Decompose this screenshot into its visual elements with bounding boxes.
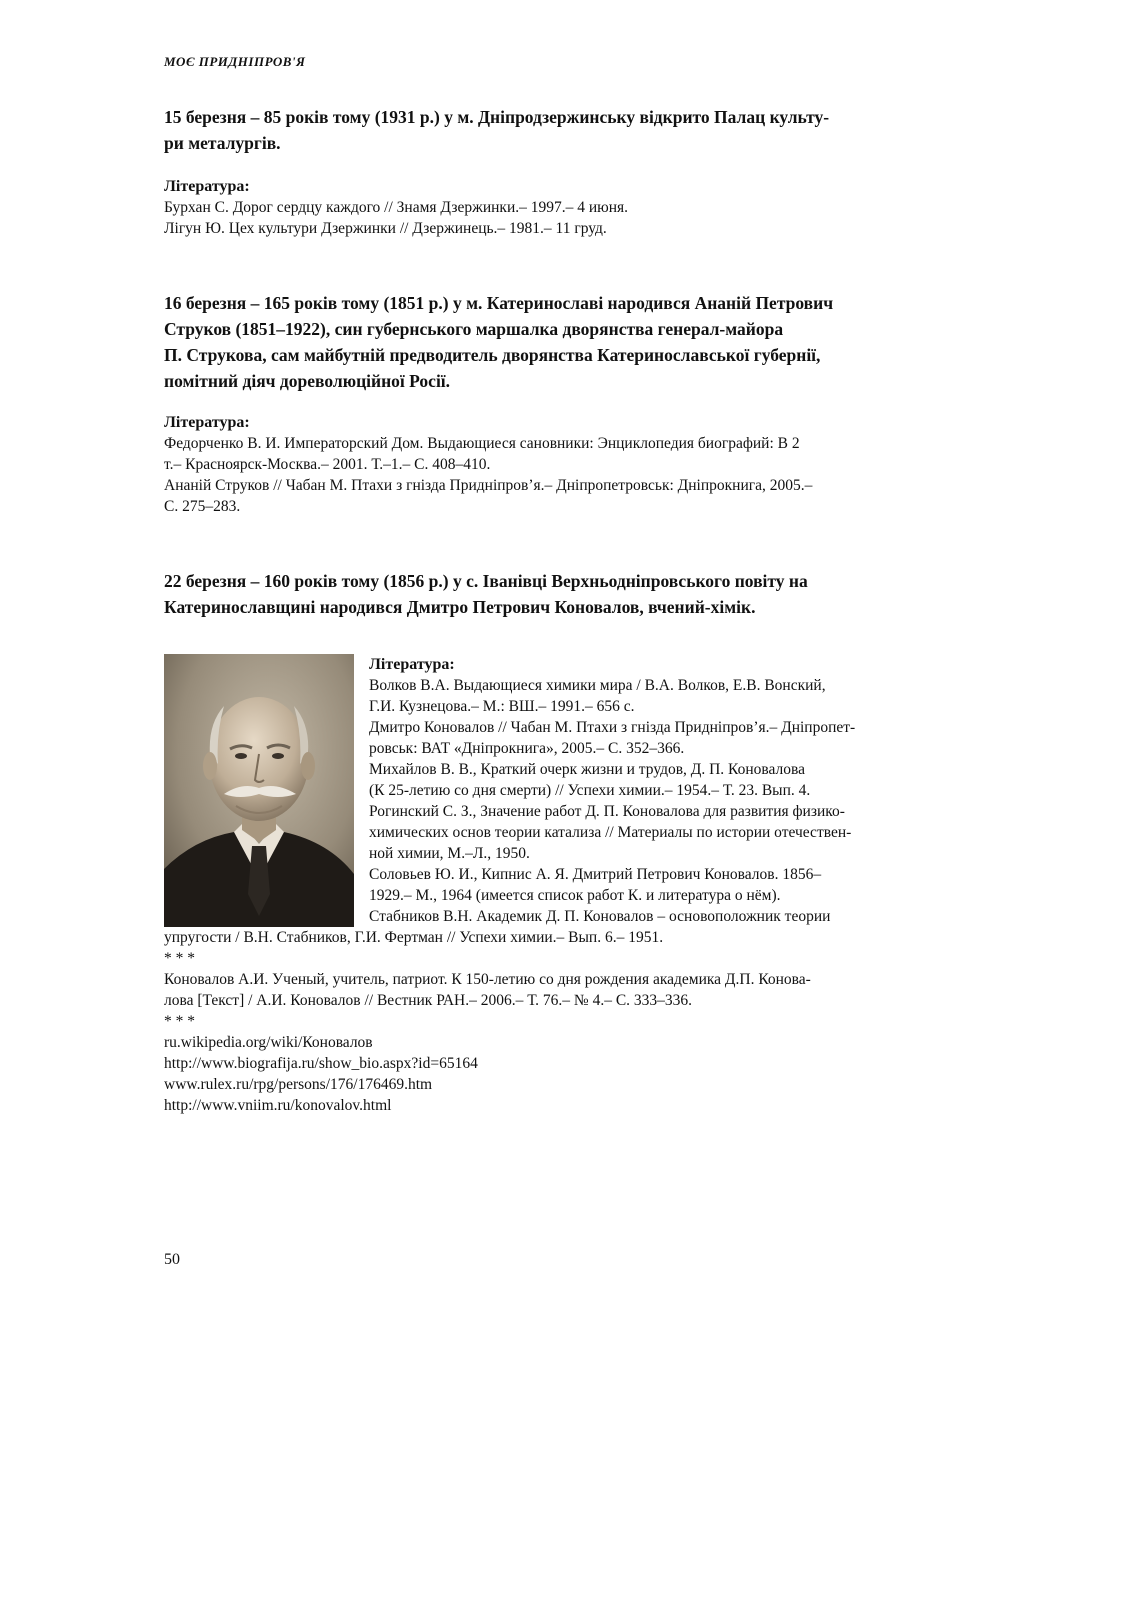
title-line: 22 березня – 160 років тому (1856 р.) у с. Іванівці Верхньодніпровського повіту на (164, 571, 808, 591)
title-line: Катеринославщині народився Дмитро Петрович Коновалов, вчений-хімік. (164, 597, 756, 617)
reference-line: Ананій Струков // Чабан М. Птахи з гнізда Придніпров’я.– Дніпропетровськ: Дніпрокнига, 2005.– (164, 477, 813, 494)
web-link: ru.wikipedia.org/wiki/Коновалов (164, 1034, 373, 1051)
entry-title-march-16 (164, 290, 981, 394)
separator-stars: * * * (164, 1013, 195, 1030)
reference-item (164, 969, 981, 1011)
reference-item (369, 675, 981, 717)
reference-line: лова [Текст] / А.И. Коновалов // Вестник РАН.– 2006.– Т. 76.– № 4.– С. 333–336. (164, 992, 693, 1009)
reference-line: Соловьев Ю. И., Кипнис А. Я. Дмитрий Петрович Коновалов. 1856– (369, 866, 822, 883)
reference-item (164, 218, 981, 239)
reference-line: Михайлов В. В., Краткий очерк жизни и трудов, Д. П. Коновалова (369, 761, 806, 778)
reference-line: ровськ: ВАТ «Дніпрокнига», 2005.– С. 352–366. (369, 740, 685, 757)
reference-line: Волков В.А. Выдающиеся химики мира / В.А. Волков, Е.В. Вонский, (369, 677, 826, 694)
entry-title-march-22 (164, 568, 981, 620)
reference-line: т.– Красноярск-Москва.– 2001. Т.–1.– С. 408–410. (164, 456, 491, 473)
literature-heading: Література: (164, 178, 250, 195)
running-head: МОЄ ПРИДНІПРОВ'Я (164, 54, 306, 69)
reference-item (369, 906, 981, 927)
reference-line: Рогинский С. З., Значение работ Д. П. Коновалова для развития физико- (369, 803, 845, 820)
reference-line: (К 25-летию со дня смерти) // Успехи химии.– 1954.– Т. 23. Вып. 4. (369, 782, 811, 799)
web-link: http://www.vniim.ru/konovalov.html (164, 1097, 392, 1114)
title-line: 15 березня – 85 років тому (1931 р.) у м. Дніпродзержинську відкрито Палац культу- (164, 107, 830, 127)
literature-heading: Література: (164, 414, 250, 431)
reference-line: Бурхан С. Дорог сердцу каждого // Знамя Дзержинки.– 1997.– 4 июня. (164, 199, 629, 216)
title-line: помітний діяч дореволюційної Росії. (164, 371, 451, 391)
title-line: П. Струкова, сам майбутній предводитель дворянства Катеринославської губернії, (164, 345, 821, 365)
reference-line: 1929.– М., 1964 (имеется список работ К. и литература о нём). (369, 887, 781, 904)
reference-line: Стабников В.Н. Академик Д. П. Коновалов – основоположник теории (369, 908, 831, 925)
title-line: ри металургів. (164, 133, 281, 153)
reference-line: ной химии, М.–Л., 1950. (369, 845, 530, 862)
reference-item (369, 759, 981, 801)
reference-line: Г.И. Кузнецова.– М.: ВШ.– 1991.– 656 с. (369, 698, 635, 715)
title-line: Струков (1851–1922), син губернського маршалка дворянства генерал-майора (164, 319, 784, 339)
reference-line: Дмитро Коновалов // Чабан М. Птахи з гнізда Придніпров’я.– Дніпропет- (369, 719, 856, 736)
reference-line: упругости / В.Н. Стабников, Г.И. Фертман // Успехи химии.– Вып. 6.– 1951. (164, 929, 664, 946)
reference-item (164, 475, 981, 517)
entry-title-march-15 (164, 104, 981, 156)
reference-line: Федорченко В. И. Императорский Дом. Выдающиеся сановники: Энциклопедия биографий: В 2 (164, 435, 800, 452)
literature-heading: Література: (369, 656, 455, 673)
web-link: www.rulex.ru/rpg/persons/176/176469.htm (164, 1076, 433, 1093)
title-line: 16 березня – 165 років тому (1851 р.) у м. Катеринославі народився Ананій Петрович (164, 293, 834, 313)
portrait-photo (164, 654, 354, 927)
page-number: 50 (164, 1251, 180, 1268)
reference-line: химических основ теории катализа // Материалы по истории отечествен- (369, 824, 852, 841)
web-link: http://www.biografija.ru/show_bio.aspx?id=65164 (164, 1055, 478, 1072)
separator-stars: * * * (164, 950, 195, 967)
reference-line: Лігун Ю. Цех культури Дзержинки // Дзержинець.– 1981.– 11 груд. (164, 220, 607, 237)
reference-item (164, 433, 981, 475)
reference-item (369, 717, 981, 759)
reference-line: Коновалов А.И. Ученый, учитель, патриот. К 150-летию со дня рождения академика Д.П. Конова- (164, 971, 811, 988)
portrait-illustration (164, 654, 354, 927)
reference-item (369, 864, 981, 906)
reference-item (369, 801, 981, 864)
reference-item (164, 197, 981, 218)
reference-line: С. 275–283. (164, 498, 241, 515)
